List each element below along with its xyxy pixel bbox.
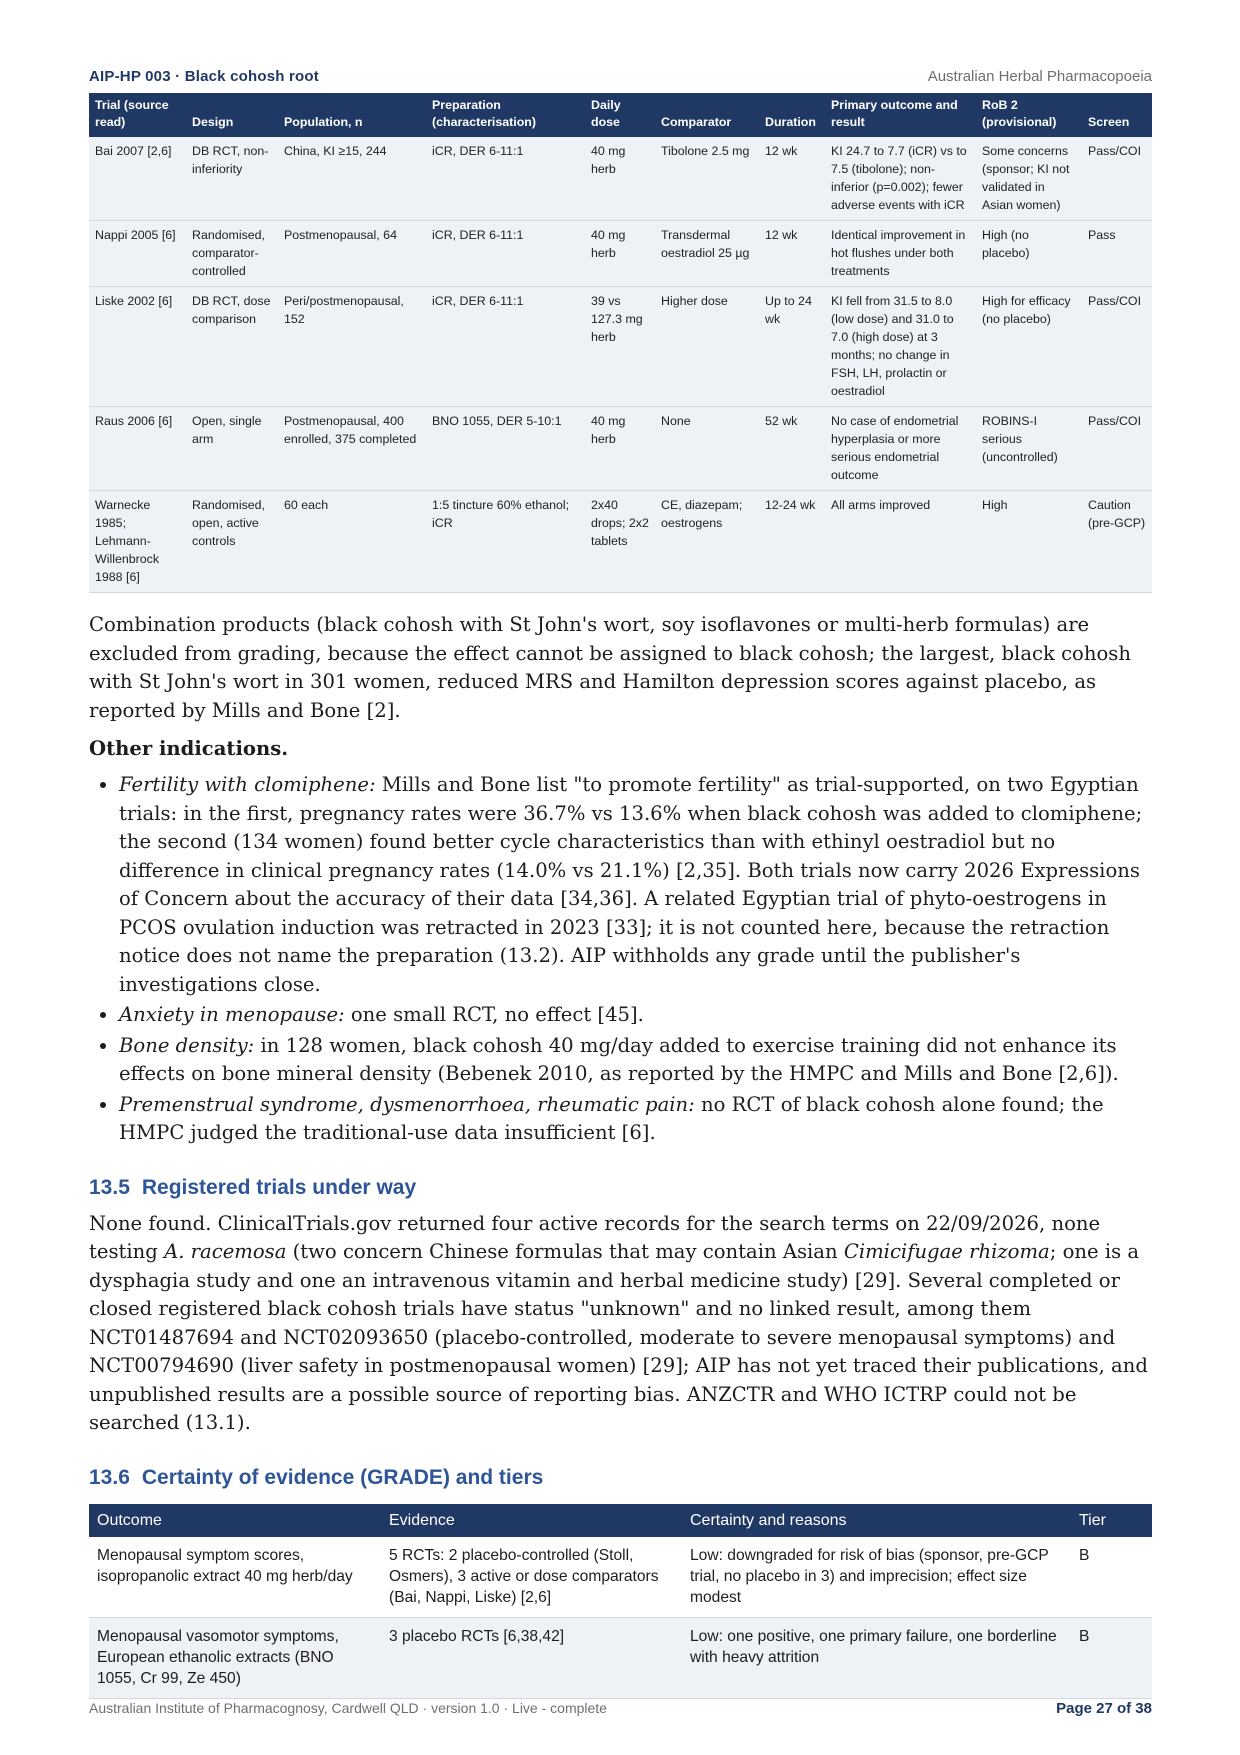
bullet-text: Mills and Bone list "to promote fertility" as trial-supported, on two Egyptian trials: in the first, pregnancy rates were 36.7% vs 13.6% when black cohosh was added to clomiphene; the second (134 women) found better cycle characteristics than with ethinyl oestradiol but no difference in clinical pregnancy rates (14.0% vs 21.1%) [2,35]. Both trials now carry 2026 Expressions of Concern about the accuracy of their data [34,36]. A related Egyptian trial of phyto-oestrogens in PCOS ovulation induction was retracted in 2023 [33]; it is not counted here, because the retraction notice does not name the preparation (13.2). AIP withholds any grade until the publisher's investigations close. xyxy=(119,773,1143,996)
page-content xyxy=(89,68,1152,1699)
bullet-lead: Fertility with clomiphene: xyxy=(119,773,376,796)
col-duration: Duration xyxy=(759,93,825,137)
table-cell: Identical improvement in hot flushes under both treatments xyxy=(825,221,976,287)
table-cell: No case of endometrial hyperplasia or more serious endometrial outcome xyxy=(825,407,976,491)
table-cell: All arms improved xyxy=(825,491,976,593)
table-cell: DB RCT, non-inferiority xyxy=(186,137,278,221)
registered-trials-paragraph xyxy=(89,1210,1152,1438)
table-cell: China, KI ≥15, 244 xyxy=(278,137,426,221)
table-cell: Low: one positive, one primary failure, one borderline with heavy attrition xyxy=(682,1617,1071,1698)
table-cell: BNO 1055, DER 5-10:1 xyxy=(426,407,585,491)
table-cell: Higher dose xyxy=(655,287,759,407)
table-cell: High for efficacy (no placebo) xyxy=(976,287,1082,407)
trials-table-header xyxy=(89,93,1152,137)
col-population: Population, n xyxy=(278,93,426,137)
section-title: Registered trials under way xyxy=(141,1175,417,1199)
table-cell: iCR, DER 6-11:1 xyxy=(426,287,585,407)
other-indications-list xyxy=(89,771,1152,1148)
grade-table xyxy=(89,1504,1152,1699)
table-cell: Bai 2007 [2,6] xyxy=(89,137,186,221)
table-cell: Pass/COI xyxy=(1082,287,1152,407)
table-cell: Low: downgraded for risk of bias (sponsor, pre-GCP trial, no placebo in 3) and imprecision; effect size modest xyxy=(682,1537,1071,1618)
table-cell: 12 wk xyxy=(759,137,825,221)
other-indications-heading: Other indications. xyxy=(89,737,289,760)
table-row xyxy=(89,1617,1152,1698)
table-cell: Caution (pre-GCP) xyxy=(1082,491,1152,593)
col-tier: Tier xyxy=(1071,1504,1152,1537)
col-trial: Trial (source read) xyxy=(89,93,186,137)
table-cell: 39 vs 127.3 mg herb xyxy=(585,287,655,407)
table-cell: iCR, DER 6-11:1 xyxy=(426,137,585,221)
table-cell: 40 mg herb xyxy=(585,137,655,221)
table-cell: Raus 2006 [6] xyxy=(89,407,186,491)
list-item xyxy=(119,1032,1152,1089)
table-row xyxy=(89,407,1152,491)
bullet-text: one small RCT, no effect [45]. xyxy=(344,1003,644,1026)
table-cell: High (no placebo) xyxy=(976,221,1082,287)
col-screen: Screen xyxy=(1082,93,1152,137)
table-cell: Pass/COI xyxy=(1082,137,1152,221)
text-run: ; one is a dysphagia study and one an intravenous vitamin and herbal medicine study) [29]. Several completed or closed registered black cohosh trials have status "unknown" and no linked result, among them NCT01487694 and NCT02093650 (placebo-controlled, moderate to severe menopausal symptoms) and NCT00794690 (liver safety in postmenopausal women) [29]; AIP has not yet traced their publications, and unpublished results are a possible source of reporting bias. ANZCTR and WHO ICTRP could not be searched (13.1). xyxy=(89,1240,1148,1434)
table-row xyxy=(89,287,1152,407)
section-number: 13.6 xyxy=(89,1465,130,1489)
table-cell: Open, single arm xyxy=(186,407,278,491)
col-daily-dose: Daily dose xyxy=(585,93,655,137)
table-cell: 52 wk xyxy=(759,407,825,491)
bullet-lead: Premenstrual syndrome, dysmenorrhoea, rheumatic pain: xyxy=(119,1092,695,1116)
table-cell: Peri/postmenopausal, 152 xyxy=(278,287,426,407)
col-design: Design xyxy=(186,93,278,137)
table-cell: None xyxy=(655,407,759,491)
section-number: 13.5 xyxy=(89,1175,130,1199)
bullet-lead: Bone density: xyxy=(119,1033,255,1057)
table-cell: Menopausal symptom scores, isopropanolic extract 40 mg herb/day xyxy=(89,1537,381,1618)
table-cell: Pass/COI xyxy=(1082,407,1152,491)
running-header xyxy=(89,68,1152,85)
table-cell: Up to 24 wk xyxy=(759,287,825,407)
species-name: A. racemosa xyxy=(164,1240,287,1263)
col-preparation: Preparation (characterisation) xyxy=(426,93,585,137)
table-cell: iCR, DER 6-11:1 xyxy=(426,221,585,287)
table-row xyxy=(89,137,1152,221)
table-cell: Nappi 2005 [6] xyxy=(89,221,186,287)
text-run: None found. ClinicalTrials.gov returned four active records for the search terms on 22/09/2026, none testing xyxy=(89,1211,1101,1263)
table-cell: 40 mg herb xyxy=(585,407,655,491)
table-cell: 12-24 wk xyxy=(759,491,825,593)
table-row xyxy=(89,491,1152,593)
page-footer xyxy=(89,1700,1152,1717)
table-cell: ROBINS-I serious (uncontrolled) xyxy=(976,407,1082,491)
bullet-text: no RCT of black cohosh alone found; the HMPC judged the traditional-use data insufficient [6]. xyxy=(119,1092,1104,1144)
table-cell: 12 wk xyxy=(759,221,825,287)
list-item xyxy=(119,771,1152,999)
table-cell: 1:5 tincture 60% ethanol; iCR xyxy=(426,491,585,593)
combination-products-paragraph: Combination products (black cohosh with St John's wort, soy isoflavones or multi-herb formulas) are excluded from grading, because the effect cannot be assigned to black cohosh; the largest, black cohosh with St John's wort in 301 women, reduced MRS and Hamilton depression scores against placebo, as reported by Mills and Bone [2]. xyxy=(89,613,1131,722)
table-cell: Randomised, comparator-controlled xyxy=(186,221,278,287)
table-cell: 2x40 drops; 2x2 tablets xyxy=(585,491,655,593)
page-number: Page 27 of 38 xyxy=(1056,1700,1152,1717)
table-row xyxy=(89,1537,1152,1618)
bullet-lead: Anxiety in menopause: xyxy=(119,1003,345,1026)
table-cell: Warnecke 1985; Lehmann-Willenbrock 1988 [6] xyxy=(89,491,186,593)
section-heading-13-6 xyxy=(89,1464,1152,1492)
drug-name: Cimicifugae rhizoma xyxy=(843,1240,1050,1263)
col-evidence: Evidence xyxy=(381,1504,682,1537)
list-item xyxy=(119,1001,1152,1030)
table-cell: 60 each xyxy=(278,491,426,593)
table-cell: KI fell from 31.5 to 8.0 (low dose) and 31.0 to 7.0 (high dose) at 3 months; no change in FSH, LH, prolactin or oestradiol xyxy=(825,287,976,407)
col-primary-outcome: Primary outcome and result xyxy=(825,93,976,137)
table-cell: High xyxy=(976,491,1082,593)
table-cell: Transdermal oestradiol 25 µg xyxy=(655,221,759,287)
document-id-title: AIP-HP 003 · Black cohosh root xyxy=(89,68,319,85)
table-cell: 40 mg herb xyxy=(585,221,655,287)
col-certainty: Certainty and reasons xyxy=(682,1504,1071,1537)
col-outcome: Outcome xyxy=(89,1504,381,1537)
footer-publisher: Australian Institute of Pharmacognosy, Cardwell QLD · version 1.0 · Live - complete xyxy=(89,1700,607,1716)
bullet-text: in 128 women, black cohosh 40 mg/day added to exercise training did not enhance its effects on bone mineral density (Bebenek 2010, as reported by the HMPC and Mills and Bone [2,6]). xyxy=(119,1033,1119,1085)
table-cell: B xyxy=(1071,1537,1152,1618)
table-cell: KI 24.7 to 7.7 (iCR) vs to 7.5 (tibolone); non-inferior (p=0.002); fewer adverse events with iCR xyxy=(825,137,976,221)
table-cell: Randomised, open, active controls xyxy=(186,491,278,593)
section-title: Certainty of evidence (GRADE) and tiers xyxy=(141,1465,544,1489)
text-run: (two concern Chinese formulas that may contain Asian xyxy=(286,1240,844,1263)
table-cell: Postmenopausal, 400 enrolled, 375 completed xyxy=(278,407,426,491)
table-cell: 3 placebo RCTs [6,38,42] xyxy=(381,1617,682,1698)
col-comparator: Comparator xyxy=(655,93,759,137)
table-cell: Pass xyxy=(1082,221,1152,287)
col-rob2: RoB 2 (provisional) xyxy=(976,93,1082,137)
section-heading-13-5 xyxy=(89,1174,1152,1202)
table-cell: Some concerns (sponsor; KI not validated in Asian women) xyxy=(976,137,1082,221)
table-cell: Postmenopausal, 64 xyxy=(278,221,426,287)
publication-name: Australian Herbal Pharmacopoeia xyxy=(927,68,1152,85)
table-cell: 5 RCTs: 2 placebo-controlled (Stoll, Osmers), 3 active or dose comparators (Bai, Nappi, Liske) [2,6] xyxy=(381,1537,682,1618)
table-row xyxy=(89,221,1152,287)
list-item xyxy=(119,1091,1152,1148)
trials-table xyxy=(89,93,1152,593)
table-cell: DB RCT, dose comparison xyxy=(186,287,278,407)
table-cell: Liske 2002 [6] xyxy=(89,287,186,407)
table-cell: Tibolone 2.5 mg xyxy=(655,137,759,221)
table-cell: CE, diazepam; oestrogens xyxy=(655,491,759,593)
table-cell: Menopausal vasomotor symptoms, European ethanolic extracts (BNO 1055, Cr 99, Ze 450) xyxy=(89,1617,381,1698)
table-cell: B xyxy=(1071,1617,1152,1698)
grade-table-header xyxy=(89,1504,1152,1537)
